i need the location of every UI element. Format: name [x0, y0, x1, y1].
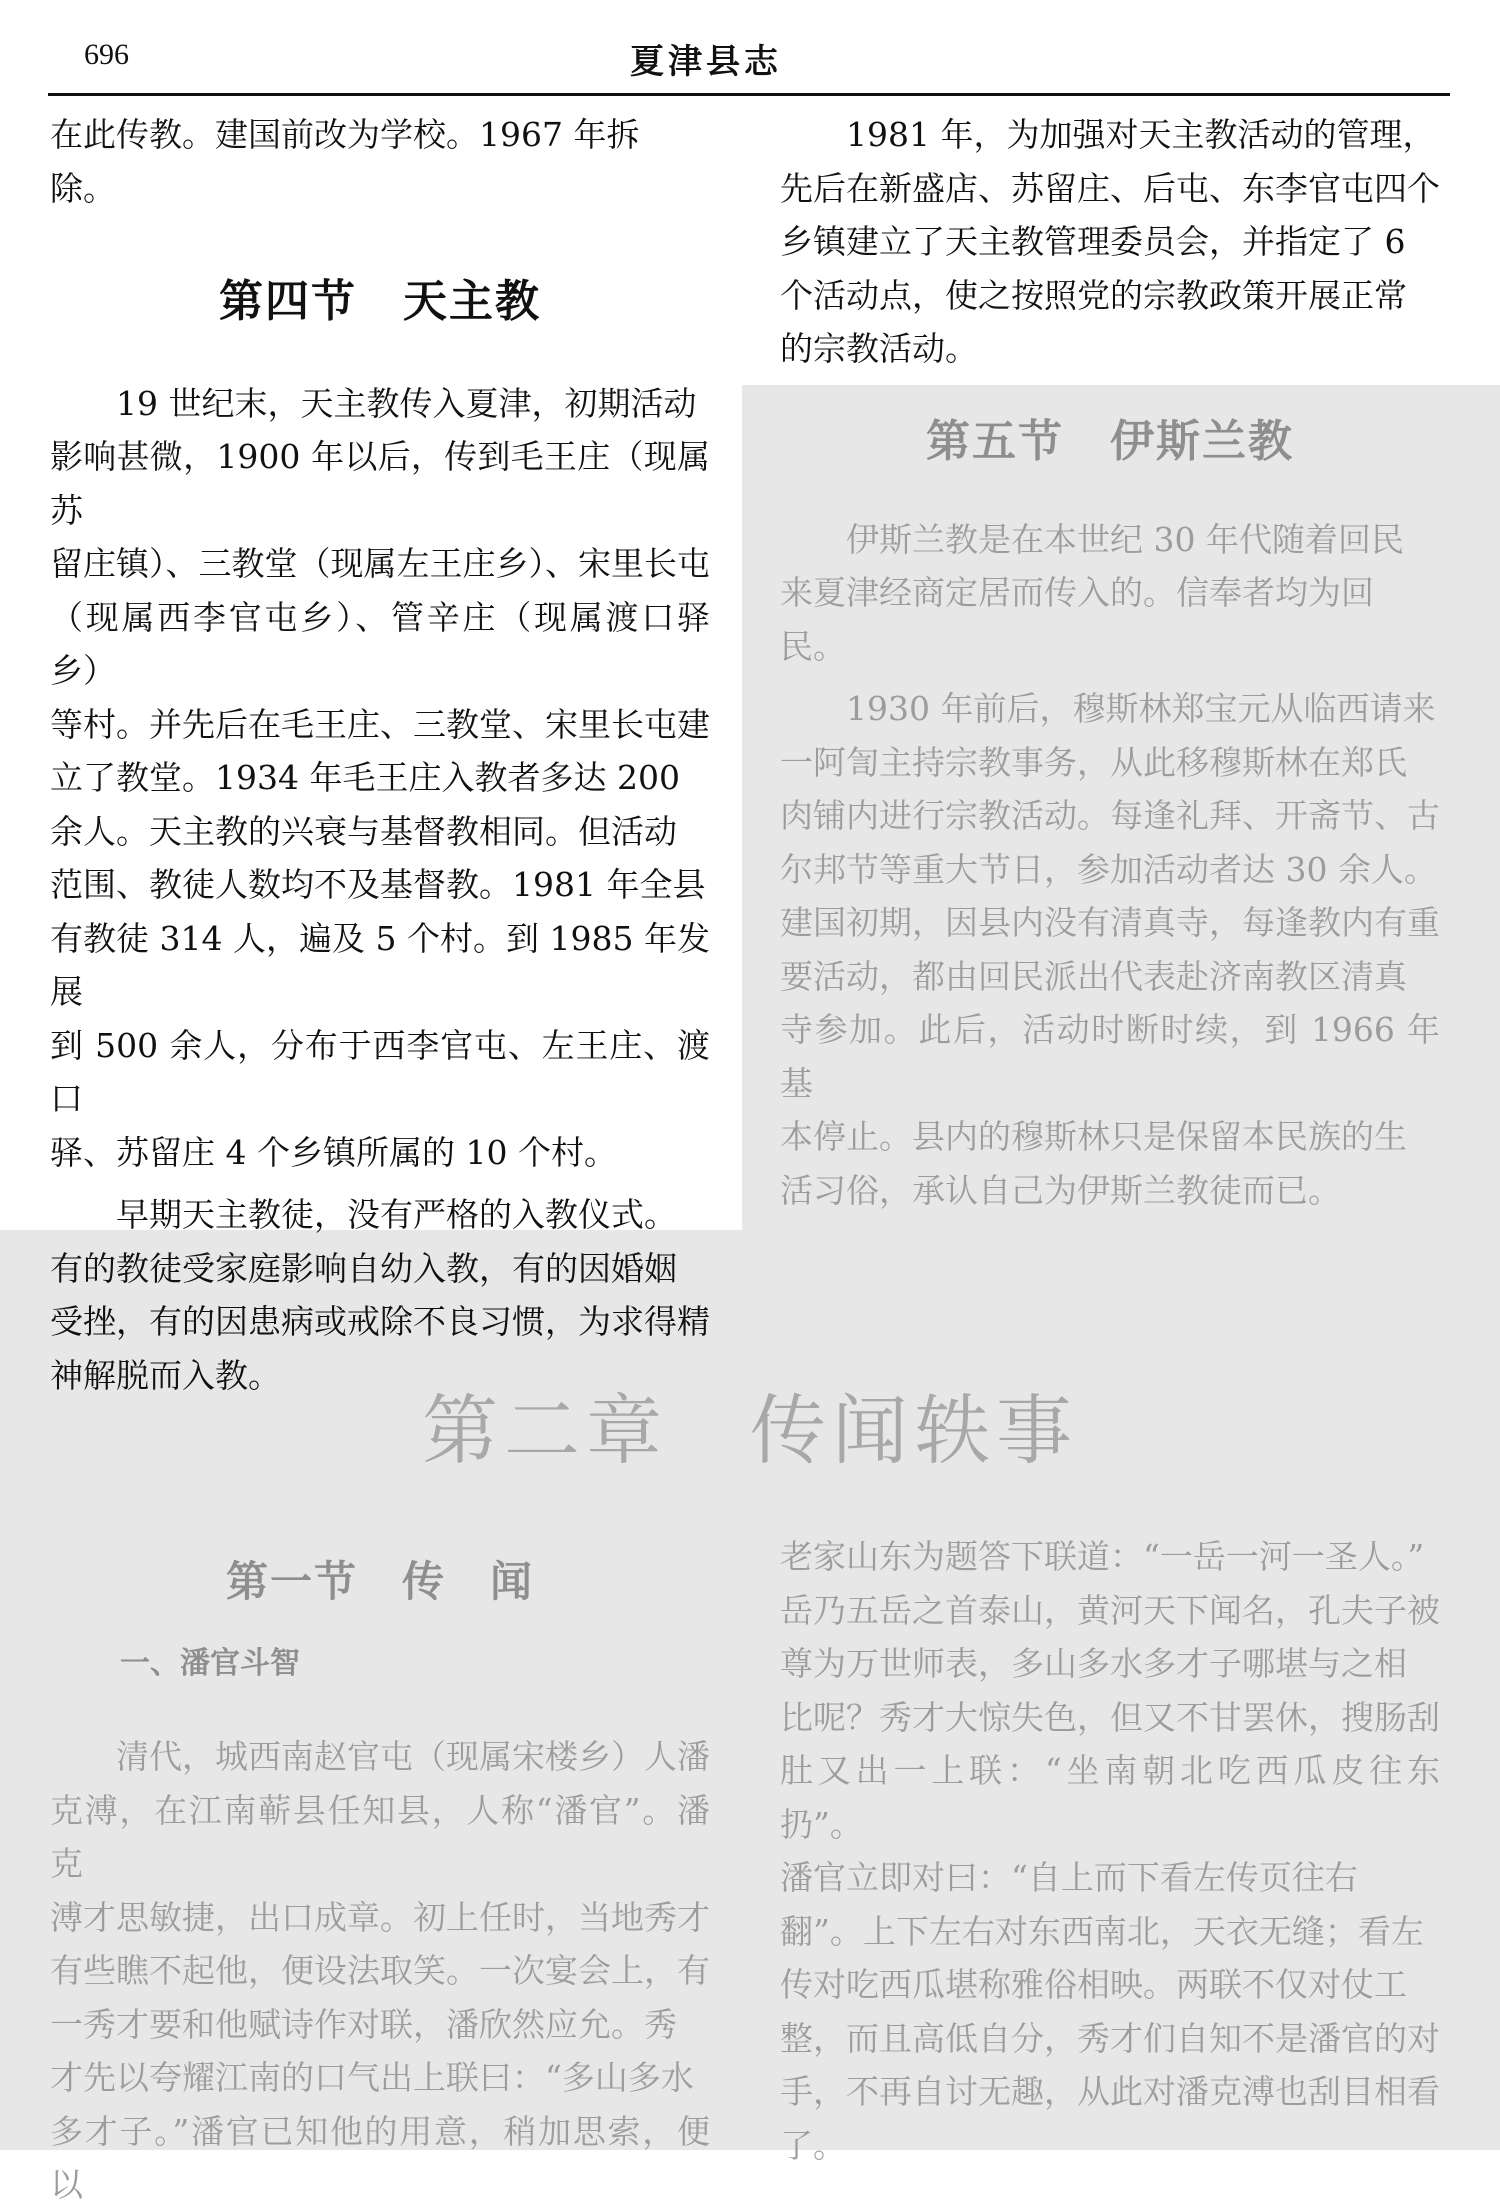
text-line: 个活动点，使之按照党的宗教政策开展正常 [780, 275, 1407, 315]
text-line: 乡镇建立了天主教管理委员会，并指定了 6 [780, 222, 1406, 261]
right-column-top [780, 108, 1440, 376]
header-rule [48, 93, 1450, 96]
text-line: 要活动，都由回民派出代表赴济南教区清真 [780, 956, 1407, 996]
text-line: 范围、教徒人数均不及基督教。1981 年全县 [50, 865, 706, 904]
text-line: 活习俗，承认自己为伊斯兰教徒而已。 [780, 1170, 1341, 1210]
text-line: 1930 年前后，穆斯林郑宝元从临西请来 [846, 689, 1436, 728]
text-line: 驿、苏留庄 4 个乡镇所属的 10 个村。 [50, 1132, 617, 1172]
text-line: 留庄镇）、三教堂（现属左王庄乡）、宋里长屯 [50, 544, 710, 583]
text-line: 本停止。县内的穆斯林只是保留本民族的生 [780, 1117, 1407, 1156]
text-line: （现属西李官屯乡）、管辛庄（现属渡口驿乡） [50, 597, 710, 690]
text-line: 在此传教。建国前改为学校。1967 年拆 [50, 115, 640, 154]
text-line: 翻”。上下左右对东西南北，天衣无缝；看左 [780, 1911, 1424, 1951]
right-column-islam [780, 415, 1440, 1217]
text-line: 传对吃西瓜堪称雅俗相映。两联不仅对仗工 [780, 1965, 1407, 2004]
text-line: 有些瞧不起他，便设法取笑。一次宴会上，有 [50, 1951, 710, 1990]
left-column [50, 108, 710, 1402]
text-line: 尔邦节等重大节日，参加活动者达 30 余人。 [780, 849, 1437, 889]
text-line: 先后在新盛店、苏留庄、后屯、东李官屯四个 [780, 168, 1440, 208]
text-line: 寺参加。此后，活动时断时续，到 1966 年基 [780, 1010, 1440, 1103]
text-line: 19 世纪末，天主教传入夏津，初期活动 [116, 383, 697, 423]
text-line: 立了教堂。1934 年毛王庄入教者多达 200 [50, 758, 680, 797]
text-line: 有教徒 314 人，遍及 5 个村。到 1985 年发展 [50, 918, 710, 1011]
sub-title-pan: 一、潘官斗智 [120, 1645, 300, 1681]
text-line: 建国初期，因县内没有清真寺，每逢教内有重 [780, 903, 1440, 942]
text-line: 民。 [780, 626, 846, 666]
chapter-title: 第二章 传闻轶事 [422, 1386, 1078, 1475]
text-line: 影响甚微，1900 年以后，传到毛王庄（现属苏 [50, 437, 710, 530]
text-line: 手，不再自讨无趣，从此对潘克溥也刮目相看 [780, 2072, 1440, 2111]
page-number: 696 [84, 38, 129, 71]
text-line: 了。 [780, 2125, 846, 2165]
paragraph [780, 108, 1440, 376]
bottom-left-column [50, 1555, 710, 2212]
paragraph [780, 513, 1440, 674]
text-line: 受挫，有的因患病或戒除不良习惯，为求得精 [50, 1302, 710, 1341]
text-line: 尊为万世师表，多山多水多才子哪堪与之相 [780, 1644, 1407, 1683]
text-line: 老家山东为题答下联道：“一岳一河一圣人。” [780, 1537, 1425, 1576]
text-line: 多才子。”潘官已知他的用意，稍加思索，便以 [50, 2111, 710, 2204]
text-line: 到 500 余人，分布于西李官屯、左王庄、渡口 [50, 1025, 710, 1118]
text-line: 才先以夸耀江南的口气出上联曰：“多山多水 [50, 2058, 694, 2097]
paragraph [780, 682, 1440, 1217]
text-line: 早期天主教徒，没有严格的入教仪式。 [116, 1195, 677, 1234]
section-title-catholicism: 第四节 天主教 [219, 276, 541, 327]
paragraph [50, 1730, 710, 2212]
section-title-legends: 第一节 传 闻 [225, 1557, 534, 1606]
section-title-islam: 第五节 伊斯兰教 [926, 416, 1294, 467]
text-line: 岳乃五岳之首泰山，黄河天下闻名，孔夫子被 [780, 1590, 1440, 1630]
text-line: 伊斯兰教是在本世纪 30 年代随着回民 [846, 519, 1404, 559]
text-line: 肚又出一上联：“坐南朝北吃西瓜皮往东扔”。 [780, 1751, 1440, 1844]
text-line: 克溥，在江南蕲县任知县，人称“潘官”。潘克 [50, 1790, 710, 1883]
running-title: 夏津县志 [630, 42, 782, 82]
text-line: 潘官立即对曰：“自上而下看左传页往右 [780, 1858, 1358, 1897]
text-line: 比呢？秀才大惊失色，但又不甘罢休，搜肠刮 [780, 1697, 1440, 1737]
text-line: 整，而且高低自分，秀才们自知不是潘官的对 [780, 2018, 1440, 2058]
text-line: 余人。天主教的兴衰与基督教相同。但活动 [50, 811, 677, 851]
text-line: 等村。并先后在毛王庄、三教堂、宋里长屯建 [50, 704, 710, 744]
text-line: 神解脱而入教。 [50, 1355, 281, 1395]
text-line: 一阿訇主持宗教事务，从此移穆斯林在郑氏 [780, 742, 1407, 782]
text-line: 清代，城西南赵官屯（现属宋楼乡）人潘 [116, 1737, 710, 1776]
paragraph [50, 377, 710, 1180]
text-line: 有的教徒受家庭影响自幼入教，有的因婚姻 [50, 1248, 677, 1288]
text-line: 来夏津经商定居而传入的。信奉者均为回 [780, 573, 1374, 612]
text-line: 一秀才要和他赋诗作对联，潘欣然应允。秀 [50, 2004, 677, 2044]
text-line: 溥才思敏捷，出口成章。初上任时，当地秀才 [50, 1897, 710, 1937]
text-line: 的宗教活动。 [780, 329, 978, 368]
text-line: 肉铺内进行宗教活动。每逢礼拜、开斋节、古 [780, 796, 1440, 835]
text-line: 除。 [50, 168, 116, 208]
bottom-right-column [780, 1530, 1440, 2172]
continued-paragraph [780, 1530, 1440, 2172]
continued-paragraph [50, 108, 710, 215]
text-line: 1981 年，为加强对天主教活动的管理， [846, 115, 1436, 154]
